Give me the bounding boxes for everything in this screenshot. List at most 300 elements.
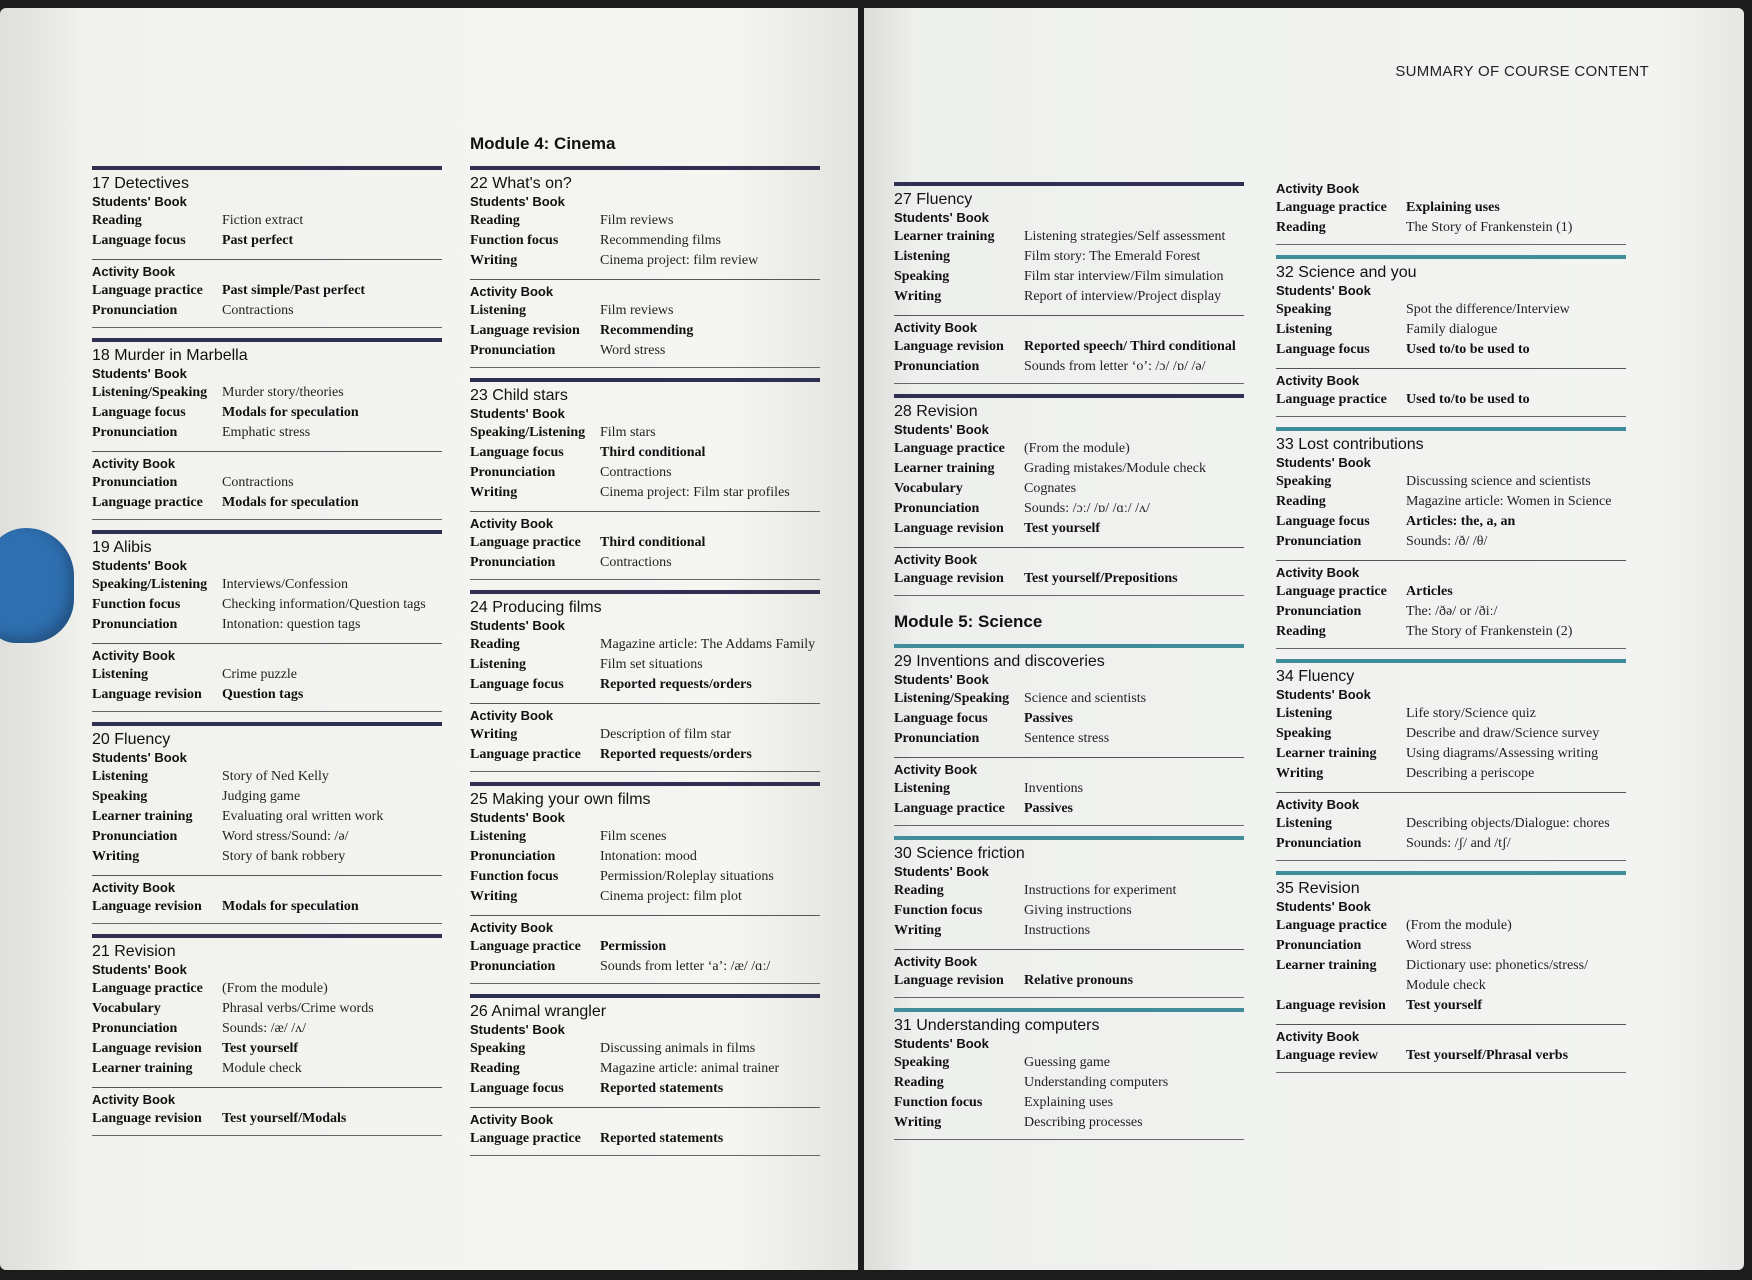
skill-label: Language focus [1276, 342, 1370, 357]
content-value: Intonation: question tags [222, 617, 361, 632]
content-value: The: /ðə/ or /ðiː/ [1406, 604, 1498, 619]
content-row [92, 1059, 442, 1079]
content-value: Film stars [600, 425, 656, 440]
unit-title: 28 Revision [894, 403, 978, 420]
unit-rule [92, 722, 442, 726]
unit-title: 35 Revision [1276, 880, 1360, 897]
content-row [470, 533, 820, 553]
content-row [92, 685, 442, 705]
content-row [1276, 764, 1626, 784]
skill-label: Language revision [894, 571, 1004, 586]
book-label: Activity Book [470, 284, 554, 299]
content-value: Contractions [600, 555, 672, 570]
section-divider [92, 643, 442, 644]
book-label: Students' Book [92, 962, 187, 977]
content-row [470, 1129, 820, 1149]
skill-label: Language revision [92, 687, 202, 702]
content-value: Test yourself/Phrasal verbs [1406, 1048, 1569, 1063]
skill-label: Language practice [894, 801, 1005, 816]
unit-rule [92, 166, 442, 170]
section-divider [92, 259, 442, 260]
content-row [1276, 724, 1626, 744]
content-row [92, 211, 442, 231]
skill-label: Function focus [92, 597, 181, 612]
content-row [470, 463, 820, 483]
unit-block [470, 166, 820, 368]
unit-block [470, 994, 820, 1156]
skill-label: Pronunciation [470, 959, 556, 974]
unit-block [92, 934, 442, 1136]
content-row [92, 493, 442, 513]
skill-label: Reading [470, 637, 520, 652]
unit-end-rule [470, 1155, 820, 1156]
skill-label: Pronunciation [1276, 534, 1362, 549]
skill-label: Writing [470, 727, 518, 742]
content-row [1276, 936, 1626, 956]
book-label: Students' Book [894, 1036, 989, 1051]
unit-rule [1276, 255, 1626, 259]
book-label: Students' Book [894, 422, 989, 437]
content-row [1276, 532, 1626, 552]
content-row [1276, 956, 1626, 996]
unit-block [1276, 871, 1626, 1073]
content-row [92, 999, 442, 1019]
book-label: Activity Book [1276, 1029, 1360, 1044]
book-label: Activity Book [894, 320, 978, 335]
unit-block [1276, 427, 1626, 649]
book-label: Activity Book [470, 920, 554, 935]
skill-label: Learner training [92, 1061, 193, 1076]
unit-title: 18 Murder in Marbella [92, 347, 248, 364]
content-row [1276, 512, 1626, 532]
skill-label: Writing [894, 1115, 942, 1130]
skill-label: Reading [470, 213, 520, 228]
content-row [1276, 814, 1626, 834]
content-row [92, 595, 442, 615]
section-divider [470, 703, 820, 704]
content-row [1276, 340, 1626, 360]
book-label: Students' Book [894, 672, 989, 687]
content-row [470, 553, 820, 573]
unit-title: 21 Revision [92, 943, 176, 960]
skill-label: Vocabulary [92, 1001, 161, 1016]
skill-label: Language practice [1276, 200, 1387, 215]
content-value: Cinema project: film plot [600, 889, 742, 904]
right-page [864, 8, 1744, 1270]
unit-end-rule [1276, 860, 1626, 861]
content-value: Instructions for experiment [1024, 883, 1177, 898]
unit-title: 19 Alibis [92, 539, 152, 556]
content-value: Passives [1024, 801, 1073, 816]
content-row [894, 227, 1244, 247]
content-value: Story of bank robbery [222, 849, 346, 864]
unit-end-rule [470, 983, 820, 984]
content-row [894, 287, 1244, 307]
content-row [470, 423, 820, 443]
book-label: Activity Book [894, 762, 978, 777]
unit-rule [894, 644, 1244, 648]
skill-label: Language focus [470, 1081, 564, 1096]
content-value: Discussing animals in films [600, 1041, 756, 1056]
skill-label: Reading [92, 213, 142, 228]
content-row [894, 1113, 1244, 1133]
content-value: Word stress [1406, 938, 1472, 953]
book-label: Activity Book [894, 552, 978, 567]
section-divider [894, 949, 1244, 950]
content-value: Reported statements [600, 1081, 724, 1096]
unit-block [894, 394, 1244, 596]
skill-label: Listening [894, 249, 951, 264]
content-value: Permission [600, 939, 667, 954]
book-label: Activity Book [1276, 797, 1360, 812]
content-row [92, 897, 442, 917]
section-divider [894, 757, 1244, 758]
unit-rule [470, 590, 820, 594]
content-value: Question tags [222, 687, 304, 702]
book-label: Students' Book [470, 194, 565, 209]
unit-block [1276, 659, 1626, 861]
skill-label: Pronunciation [92, 303, 178, 318]
content-value: Reported requests/orders [600, 747, 752, 762]
book-label: Activity Book [1276, 565, 1360, 580]
skill-label: Language review [1276, 1048, 1379, 1063]
unit-block [470, 590, 820, 772]
skill-label: Listening [92, 667, 149, 682]
unit-title: 20 Fluency [92, 731, 171, 748]
column-1 [92, 166, 442, 1146]
book-label: Students' Book [1276, 455, 1371, 470]
content-value: Word stress/Sound: /ə/ [222, 829, 349, 844]
unit-block [470, 782, 820, 984]
unit-title: 33 Lost contributions [1276, 436, 1424, 453]
skill-label: Listening [92, 769, 149, 784]
content-value: Modals for speculation [222, 405, 359, 420]
unit-block [92, 530, 442, 712]
section-divider [1276, 560, 1626, 561]
skill-label: Speaking [470, 1041, 526, 1056]
running-head: SUMMARY OF COURSE CONTENT [1395, 63, 1649, 80]
content-value: Cognates [1024, 481, 1077, 496]
skill-label: Pronunciation [92, 829, 178, 844]
content-value: Phrasal verbs/Crime words [222, 1001, 374, 1016]
content-value: Emphatic stress [222, 425, 311, 440]
skill-label: Listening [470, 829, 527, 844]
unit-end-rule [92, 923, 442, 924]
content-row [894, 901, 1244, 921]
content-row [894, 971, 1244, 991]
content-value: Describing objects/Dialogue: chores [1406, 816, 1610, 831]
content-row [92, 575, 442, 595]
book-label: Students' Book [92, 750, 187, 765]
content-row [92, 1019, 442, 1039]
book-label: Students' Book [470, 1022, 565, 1037]
section-divider [470, 1107, 820, 1108]
content-value: Sounds: /æ/ /ʌ/ [222, 1021, 307, 1036]
book-label: Students' Book [470, 618, 565, 633]
skill-label: Language practice [1276, 392, 1387, 407]
content-row [470, 483, 820, 503]
content-row [470, 231, 820, 251]
content-value: Test yourself [1406, 998, 1483, 1013]
skill-label: Pronunciation [1276, 604, 1362, 619]
content-value: Fiction extract [222, 213, 304, 228]
content-value: Inventions [1024, 781, 1084, 796]
book-label: Activity Book [1276, 373, 1360, 388]
content-row [1276, 472, 1626, 492]
unit-end-rule [1276, 648, 1626, 649]
skill-label: Reading [1276, 220, 1326, 235]
content-row [1276, 704, 1626, 724]
content-row [92, 665, 442, 685]
book-label: Activity Book [92, 1092, 176, 1107]
content-value: Third conditional [600, 445, 706, 460]
book-label: Activity Book [1276, 181, 1360, 196]
content-row [1276, 1046, 1626, 1066]
skill-label: Language focus [470, 445, 564, 460]
section-divider [92, 451, 442, 452]
skill-label: Language practice [92, 981, 203, 996]
content-row [92, 473, 442, 493]
content-value: Giving instructions [1024, 903, 1132, 918]
section-divider [470, 511, 820, 512]
content-row [894, 337, 1244, 357]
content-row [1276, 492, 1626, 512]
column-2 [470, 134, 820, 1166]
unit-rule [92, 338, 442, 342]
content-row [92, 1039, 442, 1059]
unit-end-rule [92, 327, 442, 328]
bookmark-tab [0, 528, 74, 643]
skill-label: Language focus [92, 233, 186, 248]
content-row [92, 281, 442, 301]
content-row [92, 979, 442, 999]
content-value: Recommending [600, 323, 694, 338]
section-divider [1276, 368, 1626, 369]
content-row [1276, 300, 1626, 320]
skill-label: Language practice [470, 939, 581, 954]
skill-label: Pronunciation [1276, 836, 1362, 851]
content-row [1276, 218, 1626, 238]
content-row [470, 211, 820, 231]
content-row [470, 725, 820, 745]
book-label: Students' Book [894, 864, 989, 879]
book-label: Activity Book [894, 954, 978, 969]
skill-label: Learner training [92, 809, 193, 824]
unit-title: 32 Science and you [1276, 264, 1417, 281]
skill-label: Pronunciation [470, 849, 556, 864]
skill-label: Language practice [470, 535, 581, 550]
skill-label: Language revision [92, 899, 202, 914]
content-row [470, 1039, 820, 1059]
section-divider [1276, 1024, 1626, 1025]
column-4 [1276, 180, 1626, 1083]
content-row [894, 881, 1244, 901]
content-row [470, 635, 820, 655]
unit-end-rule [894, 383, 1244, 384]
content-row [894, 247, 1244, 267]
skill-label: Speaking [894, 269, 950, 284]
content-value: (From the module) [1406, 918, 1512, 933]
skill-label: Listening/Speaking [894, 691, 1010, 706]
skill-label: Speaking/Listening [92, 577, 208, 592]
section-divider [92, 1087, 442, 1088]
content-value: (From the module) [1024, 441, 1130, 456]
skill-label: Pronunciation [894, 359, 980, 374]
content-value: The Story of Frankenstein (1) [1406, 220, 1573, 235]
book-label: Students' Book [894, 210, 989, 225]
unit-end-rule [894, 595, 1244, 596]
unit-rule [470, 782, 820, 786]
content-value: Describing processes [1024, 1115, 1143, 1130]
content-value: Modals for speculation [222, 495, 359, 510]
content-value: Past simple/Past perfect [222, 283, 366, 298]
content-value: Understanding computers [1024, 1075, 1169, 1090]
content-value: Test yourself/Modals [222, 1111, 347, 1126]
content-value: Magazine article: The Addams Family [600, 637, 816, 652]
content-row [470, 867, 820, 887]
unit-rule [894, 1008, 1244, 1012]
content-row [1276, 390, 1626, 410]
content-value: Spot the difference/Interview [1406, 302, 1570, 317]
skill-label: Language focus [470, 677, 564, 692]
skill-label: Pronunciation [470, 555, 556, 570]
unit-end-rule [470, 579, 820, 580]
unit-end-rule [470, 367, 820, 368]
content-row [470, 937, 820, 957]
skill-label: Listening [1276, 322, 1333, 337]
content-value: Listening strategies/Self assessment [1024, 229, 1226, 244]
unit-block [894, 644, 1244, 826]
skill-label: Pronunciation [894, 501, 980, 516]
content-value: Reported requests/orders [600, 677, 752, 692]
content-row [470, 341, 820, 361]
unit-rule [92, 530, 442, 534]
content-row [894, 479, 1244, 499]
content-value: Third conditional [600, 535, 706, 550]
skill-label: Listening [470, 303, 527, 318]
content-row [1276, 744, 1626, 764]
content-value: Science and scientists [1024, 691, 1147, 706]
unit-block [1276, 181, 1626, 245]
book-label: Activity Book [470, 1112, 554, 1127]
skill-label: Language revision [1276, 998, 1386, 1013]
content-value: Describe and draw/Science survey [1406, 726, 1600, 741]
content-row [470, 443, 820, 463]
skill-label: Learner training [1276, 746, 1377, 761]
unit-end-rule [92, 711, 442, 712]
book-label: Activity Book [92, 264, 176, 279]
skill-label: Writing [92, 849, 140, 864]
skill-label: Vocabulary [894, 481, 963, 496]
unit-title: 17 Detectives [92, 175, 189, 192]
content-value: Cinema project: Film star profiles [600, 485, 790, 500]
content-row [470, 1059, 820, 1079]
unit-title: 30 Science friction [894, 845, 1025, 862]
content-row [92, 1109, 442, 1129]
book-label: Activity Book [470, 516, 554, 531]
content-value: Sounds from letter ‘o’: /ɔ/ /ɒ/ /ə/ [1024, 359, 1206, 374]
skill-label: Writing [894, 923, 942, 938]
book-label: Students' Book [1276, 687, 1371, 702]
content-row [1276, 996, 1626, 1016]
unit-rule [470, 166, 820, 170]
content-value: Reported speech/ Third conditional [1024, 339, 1236, 354]
unit-title: 34 Fluency [1276, 668, 1355, 685]
content-value: Articles [1406, 584, 1453, 599]
unit-rule [894, 182, 1244, 186]
left-page [0, 8, 858, 1270]
unit-end-rule [92, 519, 442, 520]
skill-label: Pronunciation [92, 475, 178, 490]
content-value: Instructions [1024, 923, 1091, 938]
content-value: Cinema project: film review [600, 253, 759, 268]
content-value: Film star interview/Film simulation [1024, 269, 1224, 284]
content-row [894, 459, 1244, 479]
content-value: Test yourself/Prepositions [1024, 571, 1178, 586]
content-row [92, 403, 442, 423]
content-row [894, 709, 1244, 729]
content-row [894, 1053, 1244, 1073]
content-value: Recommending films [600, 233, 721, 248]
skill-label: Listening [1276, 706, 1333, 721]
unit-end-rule [470, 771, 820, 772]
skill-label: Speaking [1276, 726, 1332, 741]
skill-label: Language revision [894, 973, 1004, 988]
skill-label: Pronunciation [894, 731, 980, 746]
skill-label: Listening [470, 657, 527, 672]
skill-label: Writing [470, 485, 518, 500]
content-value: Contractions [222, 475, 294, 490]
module-heading: Module 5: Science [894, 612, 1043, 631]
content-row [470, 1079, 820, 1099]
unit-end-rule [894, 997, 1244, 998]
skill-label: Listening [894, 781, 951, 796]
unit-rule [92, 934, 442, 938]
content-row [92, 615, 442, 635]
book-label: Students' Book [92, 194, 187, 209]
content-row [470, 745, 820, 765]
unit-title: 22 What's on? [470, 175, 572, 192]
content-value: Film scenes [600, 829, 667, 844]
unit-rule [1276, 871, 1626, 875]
content-value: Magazine article: animal trainer [600, 1061, 780, 1076]
section-divider [894, 547, 1244, 548]
book-label: Students' Book [1276, 283, 1371, 298]
content-value: Past perfect [222, 233, 294, 248]
content-row [470, 887, 820, 907]
content-value: Explaining uses [1406, 200, 1500, 215]
content-row [894, 519, 1244, 539]
skill-label: Language practice [1276, 918, 1387, 933]
skill-label: Pronunciation [470, 343, 556, 358]
skill-label: Speaking [894, 1055, 950, 1070]
content-row [92, 807, 442, 827]
content-value: Film reviews [600, 303, 674, 318]
book-label: Students' Book [470, 810, 565, 825]
content-row [1276, 602, 1626, 622]
skill-label: Speaking/Listening [470, 425, 586, 440]
content-value: Family dialogue [1406, 322, 1498, 337]
content-value: Discussing science and scientists [1406, 474, 1591, 489]
skill-label: Language focus [1276, 514, 1370, 529]
content-value: Using diagrams/Assessing writing [1406, 746, 1599, 761]
content-value: Permission/Roleplay situations [600, 869, 774, 884]
content-value: Evaluating oral written work [222, 809, 384, 824]
content-value: Describing a periscope [1406, 766, 1535, 781]
content-value: Crime puzzle [222, 667, 298, 682]
skill-label: Language revision [470, 323, 580, 338]
unit-end-rule [1276, 1072, 1626, 1073]
